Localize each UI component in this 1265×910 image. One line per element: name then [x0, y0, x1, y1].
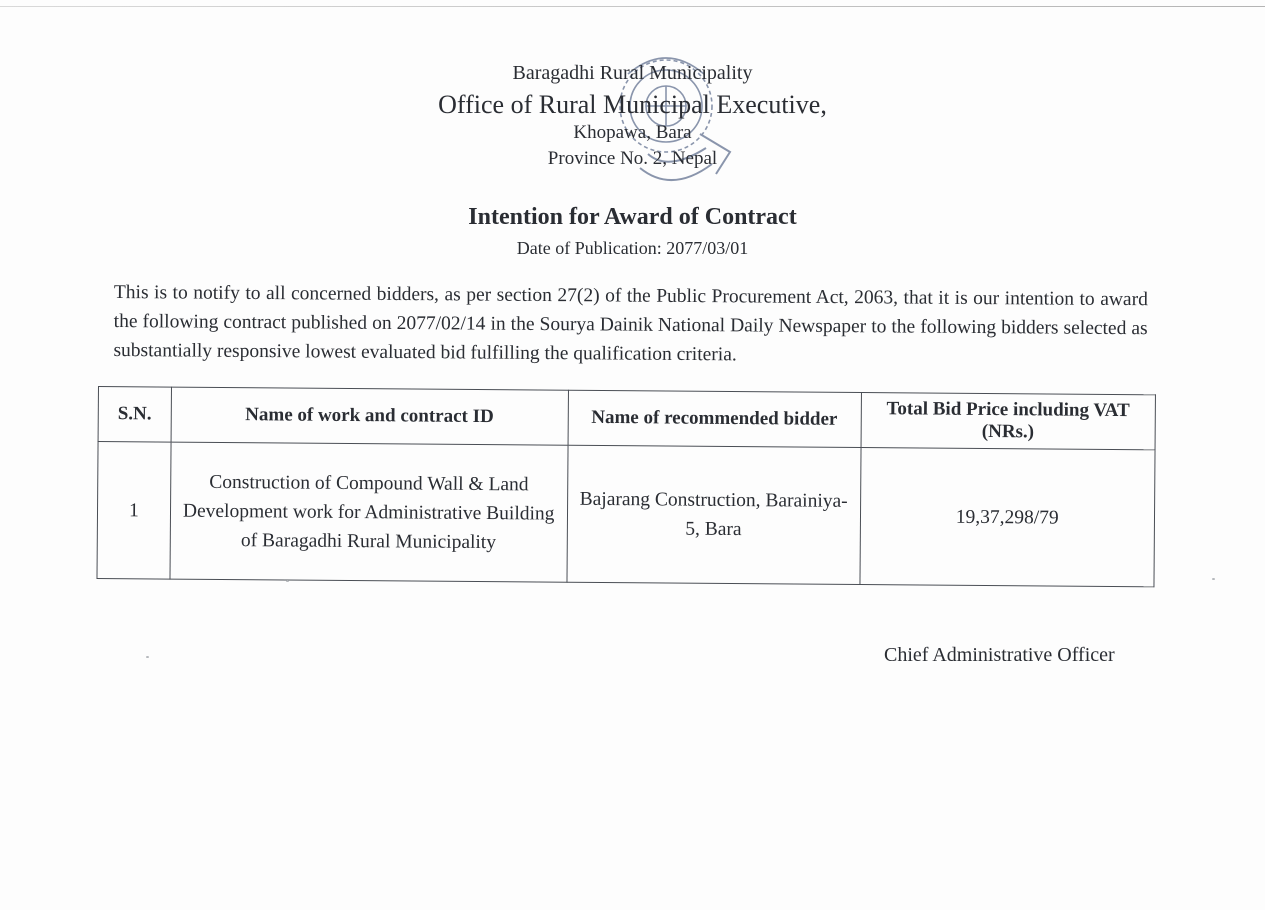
table-row	[97, 442, 1155, 587]
table-header-row	[98, 387, 1155, 450]
municipality-name: Baragadhi Rural Municipality	[512, 62, 753, 84]
cell-sn: 1	[97, 442, 171, 580]
scan-edge-line	[0, 6, 1265, 7]
signature-title: Chief Administrative Officer	[884, 644, 1115, 666]
header-bidder: Name of recommended bidder	[568, 390, 861, 447]
publication-date: Date of Publication: 2077/03/01	[516, 238, 749, 258]
address-line-1: Khopawa, Bara	[573, 122, 692, 143]
header-work: Name of work and contract ID	[171, 387, 568, 445]
scan-speck	[286, 580, 289, 582]
header-sn: S.N.	[98, 387, 171, 443]
notice-paragraph: This is to notify to all concerned bidders, as per section 27(2) of the Public Procurement Act, 2063, that it is our intention to award the following contract published on 2077/02/14 in the Sourya Dainik National Daily Newspaper to the following bidders selected as substantially responsive lowest evaluated bid fulfilling the qualification criteria.	[113, 281, 1148, 366]
scan-speck	[1212, 578, 1215, 580]
office-name: Office of Rural Municipal Executive,	[438, 90, 827, 119]
cell-price: 19,37,298/79	[859, 447, 1155, 586]
header-price: Total Bid Price including VAT (NRs.)	[861, 392, 1156, 449]
cell-bidder: Bajarang Construction, Barainiya-5, Bara	[567, 445, 861, 584]
scan-speck	[146, 656, 149, 658]
address-line-2: Province No. 2, Nepal	[547, 148, 718, 169]
document-title: Intention for Award of Contract	[468, 204, 797, 230]
cell-work: Construction of Compound Wall & Land Development work for Administrative Building of Baragadhi Rural Municipality	[170, 442, 568, 582]
award-table	[96, 386, 1155, 587]
